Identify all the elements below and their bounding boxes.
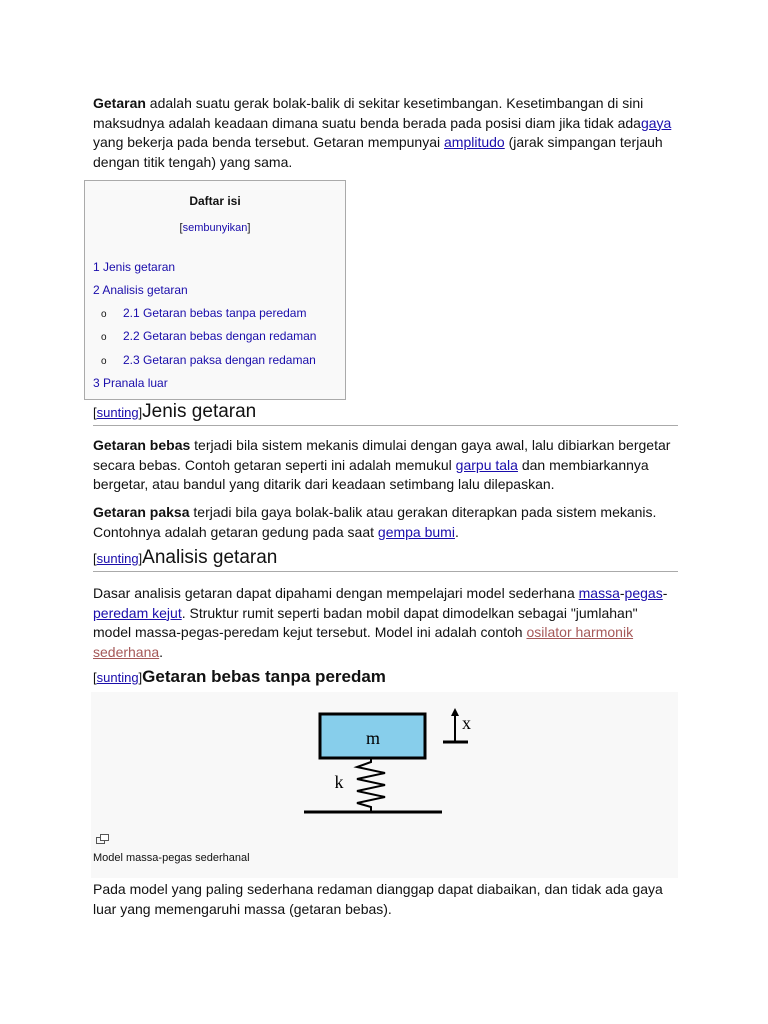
- table-of-contents: [84, 180, 346, 400]
- link-peredam-kejut[interactable]: peredam kejut: [93, 604, 182, 621]
- spring: [357, 758, 385, 812]
- edit-section-2: [sunting]: [93, 551, 143, 566]
- toc-title: Daftar isi: [189, 194, 241, 208]
- link-pegas[interactable]: pegas: [624, 585, 663, 601]
- toc-item-getaran-paksa-dengan-redaman[interactable]: o 2.3 Getaran paksa dengan redaman: [101, 353, 316, 367]
- link-osilator-harmonik[interactable]: osilator harmonik sederhana: [93, 624, 634, 660]
- figure-mass-spring: [91, 692, 678, 878]
- mass-label: m: [365, 728, 381, 748]
- toc-item-analisis-getaran[interactable]: 2 Analisis getaran: [93, 283, 188, 297]
- intro-term: Getaran: [93, 95, 146, 111]
- heading-text: Analisis getaran: [142, 547, 278, 568]
- heading-text: Jenis getaran: [142, 401, 257, 422]
- paragraph-getaran-bebas: Getaran bebas terjadi bila sistem mekanis dimulai dengan gaya awal, lalu dibiarkan bergetar secara bebas. Contoh getaran seperti ini adalah memukul garpu tala dan membiarkannya bergetar, atau bandul yang ditarik dari keadaan setimbang lalu dilepaskan.: [93, 437, 671, 492]
- toc-hide-toggle: [sembunyikan]: [179, 222, 251, 234]
- toc-item-jenis-getaran[interactable]: 1 Jenis getaran: [93, 260, 176, 274]
- heading-getaran-bebas-tanpa-peredam: [93, 667, 386, 687]
- toc-item-pranala-luar[interactable]: 3 Pranala luar: [93, 376, 168, 390]
- toc-bullet: o: [101, 332, 107, 343]
- edit-section-3: [sunting]: [93, 670, 143, 685]
- link-garpu-tala[interactable]: garpu tala: [455, 456, 518, 473]
- heading-text: Getaran bebas tanpa peredam: [142, 667, 386, 686]
- heading-jenis-getaran: [93, 401, 678, 426]
- heading-analisis-getaran: [93, 547, 678, 572]
- paragraph-getaran-paksa: Getaran paksa terjadi bila gaya bolak-balik atau gerakan diterapkan pada sistem mekanis. Contohnya adalah getaran gedung pada saat gempa bumi.: [93, 504, 657, 540]
- article: [93, 94, 678, 917]
- link-massa[interactable]: massa: [578, 585, 620, 601]
- paragraph-model-sederhana: Pada model yang paling sederhana redaman dianggap dapat diabaikan, dan tidak ada gaya luar yang memengaruhi massa (getaran bebas).: [93, 881, 663, 917]
- toc-item-getaran-bebas-dengan-redaman[interactable]: o 2.2 Getaran bebas dengan redaman: [101, 329, 317, 343]
- intro-paragraph: Getaran adalah suatu gerak bolak-balik di sekitar kesetimbangan. Kesetimbangan di sini maksudnya adalah keadaan dimana suatu benda berada pada posisi diam jika tidak adagaya yang bekerja pada benda tersebut. Getaran mempunyai amplitudo (jarak simpangan terjauh dengan titik tengah) yang sama.: [93, 95, 672, 170]
- axis-arrow-icon: [451, 708, 459, 716]
- magnify-icon[interactable]: [96, 834, 110, 844]
- mass-spring-diagram: [91, 692, 678, 842]
- toc-bullet: o: [101, 309, 107, 320]
- paragraph-analisis: Dasar analisis getaran dapat dipahami dengan mempelajari model sederhana massa-pegas-peredam kejut. Struktur rumit seperti badan mobil dapat dimodelkan sebagai "jumlahan" model massa-pegas-peredam kejut tersebut. Model ini adalah contoh osilator harmonik sederhana.: [93, 585, 668, 660]
- link-gaya[interactable]: gaya: [640, 114, 672, 131]
- spring-label: k: [334, 772, 344, 792]
- toc-bullet: o: [101, 356, 107, 367]
- edit-section-1: [sunting]: [93, 405, 143, 420]
- link-gempa-bumi[interactable]: gempa bumi: [377, 523, 455, 540]
- toc-item-getaran-bebas-tanpa-peredam[interactable]: o 2.1 Getaran bebas tanpa peredam: [101, 306, 307, 320]
- figure-caption: Model massa-pegas sederhanal: [93, 852, 250, 864]
- toc-hide-link[interactable]: sembunyikan: [182, 222, 248, 234]
- link-amplitudo[interactable]: amplitudo: [444, 134, 505, 150]
- axis-label: x: [462, 713, 471, 733]
